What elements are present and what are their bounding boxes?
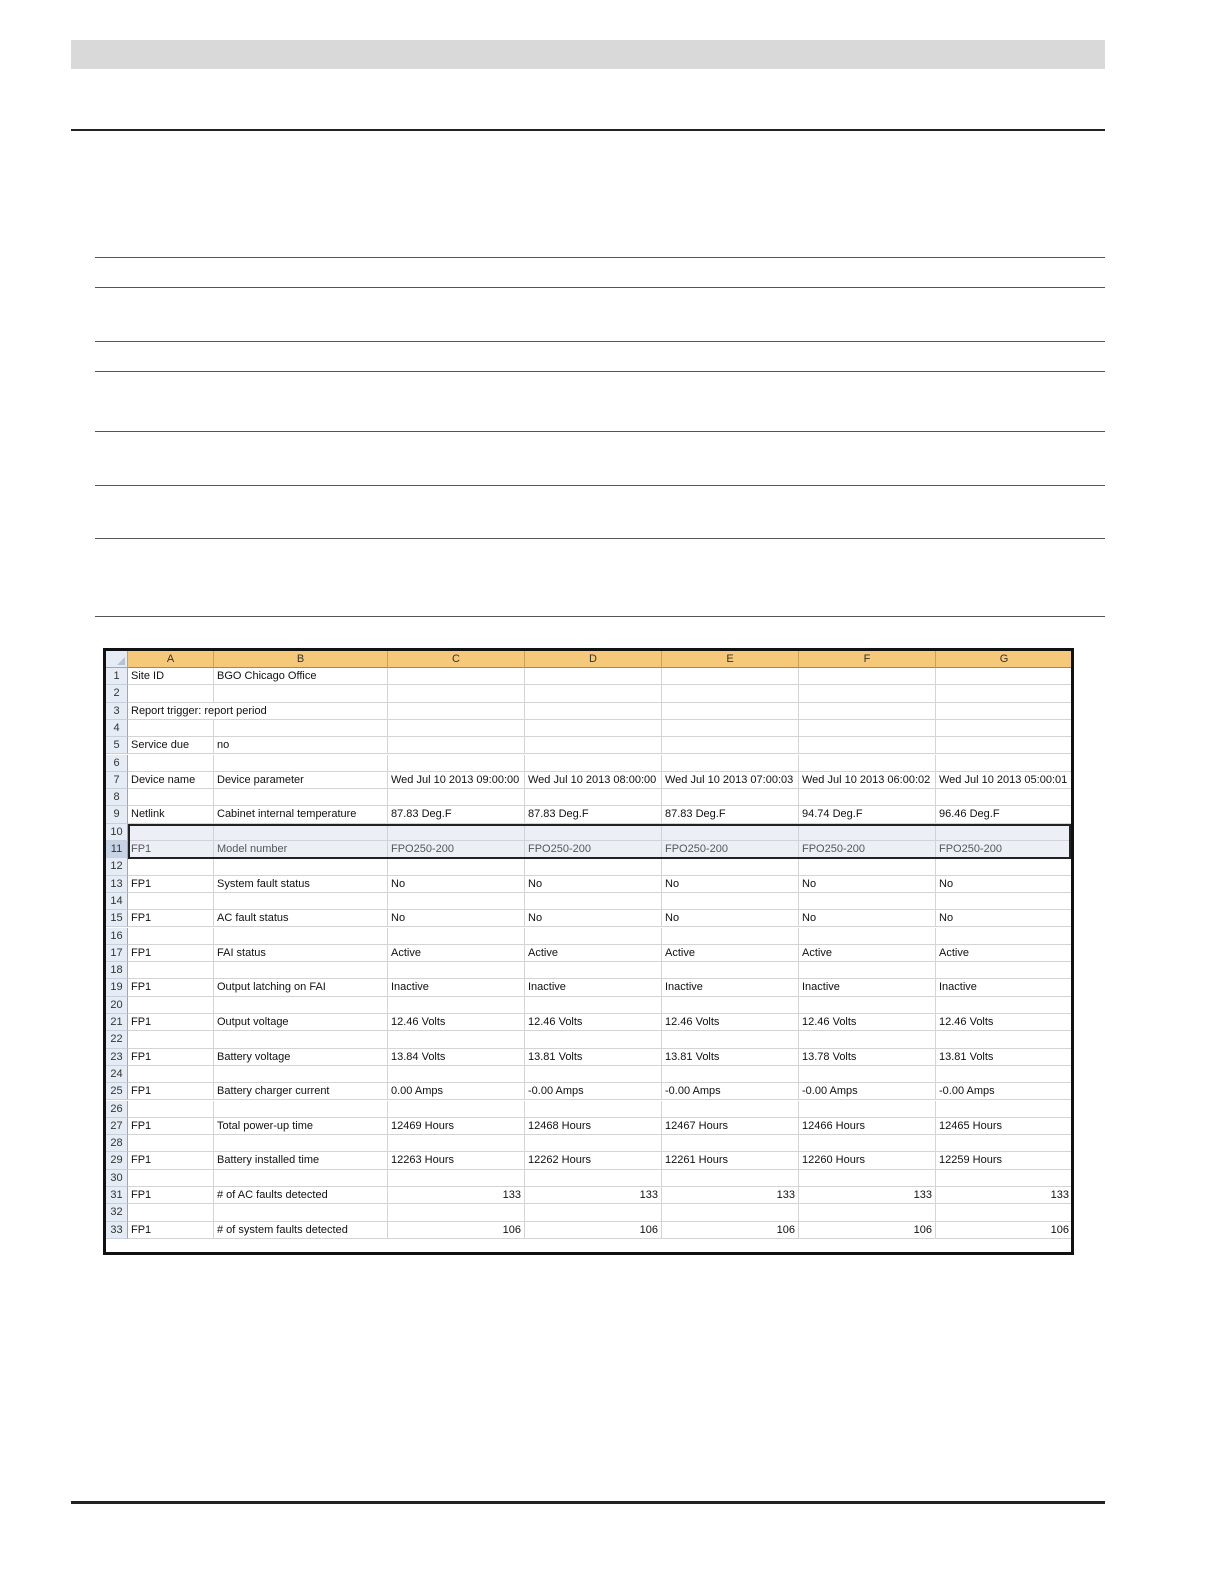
cell[interactable]: FP1 (128, 1049, 214, 1066)
cell[interactable]: Active (936, 945, 1073, 962)
cell[interactable] (128, 1135, 214, 1152)
cell[interactable]: Battery charger current (214, 1083, 388, 1100)
row-header[interactable]: 7 (106, 772, 128, 789)
cell[interactable] (388, 962, 525, 979)
cell[interactable]: 133 (799, 1187, 936, 1204)
cell[interactable]: No (662, 910, 799, 927)
cell[interactable] (128, 1031, 214, 1048)
row-header[interactable]: 29 (106, 1152, 128, 1169)
cell[interactable] (799, 737, 936, 754)
row-header[interactable]: 14 (106, 893, 128, 910)
cell[interactable]: 12.46 Volts (799, 1014, 936, 1031)
row-header[interactable]: 27 (106, 1118, 128, 1135)
cell[interactable]: 12465 Hours (936, 1118, 1073, 1135)
cell[interactable]: 87.83 Deg.F (662, 806, 799, 823)
cell[interactable] (214, 789, 388, 806)
cell[interactable] (525, 1170, 662, 1187)
cell[interactable] (936, 789, 1073, 806)
divider (95, 538, 1105, 539)
cell[interactable] (662, 858, 799, 875)
row-header[interactable]: 24 (106, 1066, 128, 1083)
row-header[interactable]: 30 (106, 1170, 128, 1187)
cell[interactable] (128, 962, 214, 979)
cell[interactable] (214, 1031, 388, 1048)
cell[interactable]: 106 (662, 1222, 799, 1239)
cell[interactable]: 12468 Hours (525, 1118, 662, 1135)
cell[interactable] (214, 720, 388, 737)
divider (95, 257, 1105, 258)
cell[interactable] (936, 703, 1073, 720)
cell[interactable]: 13.81 Volts (525, 1049, 662, 1066)
cell[interactable] (936, 893, 1073, 910)
cell[interactable] (799, 824, 936, 841)
cell[interactable] (525, 1101, 662, 1118)
cell[interactable]: FP1 (128, 841, 214, 858)
cell[interactable]: Device parameter (214, 772, 388, 789)
cell[interactable] (525, 720, 662, 737)
cell[interactable] (388, 1101, 525, 1118)
cell[interactable]: Inactive (388, 979, 525, 996)
cell[interactable] (936, 824, 1073, 841)
row-header[interactable]: 3 (106, 703, 128, 720)
cell[interactable] (936, 685, 1073, 702)
cell[interactable] (388, 1135, 525, 1152)
cell[interactable] (388, 1031, 525, 1048)
cell[interactable]: FP1 (128, 1014, 214, 1031)
row-header[interactable]: 5 (106, 737, 128, 754)
row-header[interactable]: 9 (106, 806, 128, 823)
cell[interactable] (662, 1135, 799, 1152)
cell[interactable]: No (388, 876, 525, 893)
cell[interactable] (799, 1101, 936, 1118)
column-header-d[interactable]: D (525, 651, 662, 668)
cell[interactable] (662, 668, 799, 685)
cell[interactable] (662, 720, 799, 737)
row-header[interactable]: 10 (106, 824, 128, 841)
select-all-corner[interactable] (106, 651, 128, 668)
cell[interactable]: Site ID (128, 668, 214, 685)
cell[interactable] (525, 824, 662, 841)
cell[interactable]: 94.74 Deg.F (799, 806, 936, 823)
cell[interactable]: 12.46 Volts (388, 1014, 525, 1031)
cell[interactable] (936, 858, 1073, 875)
cell[interactable]: 106 (388, 1222, 525, 1239)
cell[interactable]: FPO250-200 (799, 841, 936, 858)
cell[interactable] (128, 928, 214, 945)
cell[interactable] (388, 1170, 525, 1187)
cell[interactable] (799, 1170, 936, 1187)
cell[interactable] (214, 1204, 388, 1221)
cell[interactable]: 12259 Hours (936, 1152, 1073, 1169)
cell[interactable]: FP1 (128, 1152, 214, 1169)
cell[interactable] (214, 858, 388, 875)
column-header-g[interactable]: G (936, 651, 1073, 668)
cell[interactable] (799, 720, 936, 737)
cell[interactable] (936, 962, 1073, 979)
cell[interactable]: 87.83 Deg.F (525, 806, 662, 823)
cell[interactable]: 13.81 Volts (936, 1049, 1073, 1066)
cell[interactable]: No (662, 876, 799, 893)
cell[interactable]: No (936, 876, 1073, 893)
header-band (71, 40, 1105, 69)
cell[interactable]: 12262 Hours (525, 1152, 662, 1169)
row-header[interactable]: 17 (106, 945, 128, 962)
cell[interactable]: 133 (936, 1187, 1073, 1204)
cell[interactable] (936, 737, 1073, 754)
cell[interactable] (662, 789, 799, 806)
cell[interactable] (799, 1066, 936, 1083)
cell[interactable] (388, 824, 525, 841)
cell[interactable]: Total power-up time (214, 1118, 388, 1135)
cell[interactable]: Inactive (799, 979, 936, 996)
cell[interactable] (388, 858, 525, 875)
divider (95, 341, 1105, 342)
column-header-f[interactable]: F (799, 651, 936, 668)
cell[interactable]: No (799, 910, 936, 927)
cell[interactable] (799, 997, 936, 1014)
cell[interactable] (128, 1101, 214, 1118)
cell[interactable]: 96.46 Deg.F (936, 806, 1073, 823)
row-header[interactable]: 8 (106, 789, 128, 806)
cell[interactable] (936, 1101, 1073, 1118)
cell[interactable]: Inactive (662, 979, 799, 996)
cell[interactable] (936, 1204, 1073, 1221)
cell[interactable]: FP1 (128, 945, 214, 962)
cell[interactable] (388, 893, 525, 910)
row-header[interactable]: 6 (106, 755, 128, 772)
cell[interactable]: No (936, 910, 1073, 927)
cell[interactable]: No (388, 910, 525, 927)
column-header-e[interactable]: E (662, 651, 799, 668)
cell[interactable]: Wed Jul 10 2013 05:00:01 (936, 772, 1073, 789)
cell[interactable]: 87.83 Deg.F (388, 806, 525, 823)
cell[interactable]: FP1 (128, 876, 214, 893)
cell[interactable] (662, 703, 799, 720)
cell[interactable] (799, 755, 936, 772)
row-header[interactable]: 18 (106, 962, 128, 979)
cell[interactable]: Inactive (525, 979, 662, 996)
cell[interactable]: 12260 Hours (799, 1152, 936, 1169)
cell[interactable]: FP1 (128, 1187, 214, 1204)
divider (95, 371, 1105, 372)
row-header[interactable]: 26 (106, 1101, 128, 1118)
cell[interactable] (799, 928, 936, 945)
cell[interactable] (388, 685, 525, 702)
cell[interactable] (525, 668, 662, 685)
cell[interactable] (799, 789, 936, 806)
cell[interactable] (799, 703, 936, 720)
row-header[interactable]: 15 (106, 910, 128, 927)
cell[interactable] (388, 997, 525, 1014)
cell[interactable] (388, 789, 525, 806)
cell[interactable]: 12263 Hours (388, 1152, 525, 1169)
cell[interactable] (128, 720, 214, 737)
cell[interactable]: Active (662, 945, 799, 962)
cell[interactable] (799, 685, 936, 702)
cell[interactable] (525, 997, 662, 1014)
cell[interactable] (525, 703, 662, 720)
cell[interactable] (388, 1204, 525, 1221)
cell[interactable] (214, 1170, 388, 1187)
row-header[interactable]: 11 (106, 841, 128, 858)
cell[interactable]: FP1 (128, 1083, 214, 1100)
cell[interactable]: 106 (525, 1222, 662, 1239)
cell[interactable] (662, 1101, 799, 1118)
cell[interactable]: -0.00 Amps (525, 1083, 662, 1100)
cell[interactable] (936, 997, 1073, 1014)
cell[interactable] (128, 789, 214, 806)
cell[interactable] (128, 824, 214, 841)
row-header[interactable]: 23 (106, 1049, 128, 1066)
cell[interactable]: # of system faults detected (214, 1222, 388, 1239)
cell[interactable] (525, 1204, 662, 1221)
cell[interactable] (214, 685, 388, 702)
cell[interactable]: FP1 (128, 910, 214, 927)
cell[interactable] (214, 893, 388, 910)
cell[interactable]: 12466 Hours (799, 1118, 936, 1135)
cell[interactable]: 133 (525, 1187, 662, 1204)
cell[interactable] (799, 893, 936, 910)
cell[interactable] (128, 755, 214, 772)
cell[interactable] (388, 720, 525, 737)
cell[interactable] (662, 928, 799, 945)
cell[interactable] (799, 1031, 936, 1048)
row-header[interactable]: 33 (106, 1222, 128, 1239)
divider (95, 431, 1105, 432)
cell[interactable] (525, 789, 662, 806)
cell[interactable]: 12.46 Volts (662, 1014, 799, 1031)
cell[interactable] (936, 1031, 1073, 1048)
cell[interactable]: -0.00 Amps (662, 1083, 799, 1100)
cell[interactable] (388, 1066, 525, 1083)
cell[interactable]: 13.78 Volts (799, 1049, 936, 1066)
column-header-b[interactable]: B (214, 651, 388, 668)
cell[interactable]: Wed Jul 10 2013 06:00:02 (799, 772, 936, 789)
cell[interactable] (128, 1170, 214, 1187)
cell[interactable]: Inactive (936, 979, 1073, 996)
cell[interactable] (662, 1066, 799, 1083)
cell[interactable] (799, 858, 936, 875)
cell[interactable] (799, 1135, 936, 1152)
cell[interactable] (799, 668, 936, 685)
cell[interactable] (662, 893, 799, 910)
cell[interactable] (128, 858, 214, 875)
cell[interactable]: Model number (214, 841, 388, 858)
cell[interactable] (525, 685, 662, 702)
cell[interactable] (214, 962, 388, 979)
cell[interactable]: Device name (128, 772, 214, 789)
cell[interactable]: Battery voltage (214, 1049, 388, 1066)
divider (95, 485, 1105, 486)
cell[interactable]: Wed Jul 10 2013 09:00:00 (388, 772, 525, 789)
cell[interactable]: Output voltage (214, 1014, 388, 1031)
cell[interactable] (214, 1135, 388, 1152)
row-header[interactable]: 25 (106, 1083, 128, 1100)
cell[interactable] (936, 755, 1073, 772)
cell[interactable]: FPO250-200 (388, 841, 525, 858)
cell[interactable]: FPO250-200 (936, 841, 1073, 858)
cell[interactable] (388, 928, 525, 945)
cell[interactable]: Output latching on FAI (214, 979, 388, 996)
cell[interactable]: System fault status (214, 876, 388, 893)
column-header-c[interactable]: C (388, 651, 525, 668)
row-header[interactable]: 31 (106, 1187, 128, 1204)
cell[interactable]: 13.81 Volts (662, 1049, 799, 1066)
column-header-a[interactable]: A (128, 651, 214, 668)
cell[interactable] (525, 755, 662, 772)
cell[interactable]: 106 (799, 1222, 936, 1239)
cell[interactable]: Service due (128, 737, 214, 754)
row-header[interactable]: 32 (106, 1204, 128, 1221)
cell[interactable]: FPO250-200 (662, 841, 799, 858)
row-header[interactable]: 12 (106, 858, 128, 875)
cell[interactable]: 12469 Hours (388, 1118, 525, 1135)
cell[interactable] (388, 703, 525, 720)
cell[interactable] (936, 1135, 1073, 1152)
cell[interactable]: No (525, 910, 662, 927)
cell[interactable]: Cabinet internal temperature (214, 806, 388, 823)
cell[interactable] (525, 858, 662, 875)
cell[interactable] (128, 1204, 214, 1221)
row-header[interactable]: 20 (106, 997, 128, 1014)
cell[interactable] (662, 755, 799, 772)
row-header[interactable]: 28 (106, 1135, 128, 1152)
cell[interactable]: -0.00 Amps (799, 1083, 936, 1100)
cell[interactable] (936, 668, 1073, 685)
cell[interactable] (662, 1204, 799, 1221)
cell[interactable]: 12261 Hours (662, 1152, 799, 1169)
cell[interactable] (936, 1066, 1073, 1083)
row-header[interactable]: 16 (106, 928, 128, 945)
cell[interactable] (662, 1170, 799, 1187)
cell[interactable]: 13.84 Volts (388, 1049, 525, 1066)
cell[interactable] (128, 893, 214, 910)
cell[interactable] (662, 997, 799, 1014)
cell[interactable]: Report trigger: report period (128, 703, 214, 720)
cell[interactable] (388, 755, 525, 772)
cell[interactable] (525, 1031, 662, 1048)
cell[interactable] (525, 737, 662, 754)
divider (95, 616, 1105, 617)
cell[interactable]: 133 (388, 1187, 525, 1204)
cell[interactable] (128, 1066, 214, 1083)
cell[interactable] (214, 928, 388, 945)
row-header[interactable]: 1 (106, 668, 128, 685)
cell[interactable]: 12.46 Volts (936, 1014, 1073, 1031)
cell[interactable] (214, 1066, 388, 1083)
cell[interactable] (214, 755, 388, 772)
cell[interactable]: Wed Jul 10 2013 08:00:00 (525, 772, 662, 789)
row-header[interactable]: 19 (106, 979, 128, 996)
cell[interactable] (525, 1135, 662, 1152)
cell[interactable] (662, 1031, 799, 1048)
spreadsheet-screenshot (103, 648, 1074, 1255)
divider (95, 287, 1105, 288)
cell[interactable] (525, 928, 662, 945)
cell[interactable] (214, 1101, 388, 1118)
row-header[interactable]: 21 (106, 1014, 128, 1031)
cell[interactable]: BGO Chicago Office (214, 668, 388, 685)
cell[interactable] (799, 1204, 936, 1221)
cell[interactable]: 12.46 Volts (525, 1014, 662, 1031)
cell[interactable]: Netlink (128, 806, 214, 823)
cell[interactable]: Battery installed time (214, 1152, 388, 1169)
row-header[interactable]: 2 (106, 685, 128, 702)
cell[interactable]: 133 (662, 1187, 799, 1204)
cell[interactable]: no (214, 737, 388, 754)
cell[interactable] (388, 668, 525, 685)
cell[interactable]: No (525, 876, 662, 893)
cell[interactable]: 12467 Hours (662, 1118, 799, 1135)
cell[interactable]: FP1 (128, 1118, 214, 1135)
row-header[interactable]: 22 (106, 1031, 128, 1048)
cell[interactable]: No (799, 876, 936, 893)
cell[interactable]: # of AC faults detected (214, 1187, 388, 1204)
cell[interactable]: -0.00 Amps (936, 1083, 1073, 1100)
cell[interactable] (128, 685, 214, 702)
row-header[interactable]: 4 (106, 720, 128, 737)
row-header[interactable]: 13 (106, 876, 128, 893)
cell[interactable] (936, 1170, 1073, 1187)
cell[interactable]: FAI status (214, 945, 388, 962)
cell[interactable] (525, 962, 662, 979)
cell[interactable]: FPO250-200 (525, 841, 662, 858)
cell[interactable]: AC fault status (214, 910, 388, 927)
cell[interactable] (214, 824, 388, 841)
cell[interactable] (525, 1066, 662, 1083)
cell[interactable] (214, 997, 388, 1014)
cell[interactable]: Wed Jul 10 2013 07:00:03 (662, 772, 799, 789)
cell[interactable]: FP1 (128, 1222, 214, 1239)
cell[interactable]: Active (388, 945, 525, 962)
cell[interactable] (936, 928, 1073, 945)
cell[interactable] (662, 962, 799, 979)
cell[interactable] (128, 997, 214, 1014)
header-rule (71, 129, 1105, 131)
cell[interactable]: 106 (936, 1222, 1073, 1239)
cell[interactable]: Active (799, 945, 936, 962)
cell[interactable]: 0.00 Amps (388, 1083, 525, 1100)
cell[interactable] (662, 824, 799, 841)
footer-rule (71, 1501, 1105, 1504)
cell[interactable]: FP1 (128, 979, 214, 996)
cell[interactable] (936, 720, 1073, 737)
cell[interactable] (388, 737, 525, 754)
cell[interactable] (525, 893, 662, 910)
cell[interactable]: Active (525, 945, 662, 962)
cell[interactable] (799, 962, 936, 979)
cell[interactable] (662, 685, 799, 702)
cell[interactable] (662, 737, 799, 754)
